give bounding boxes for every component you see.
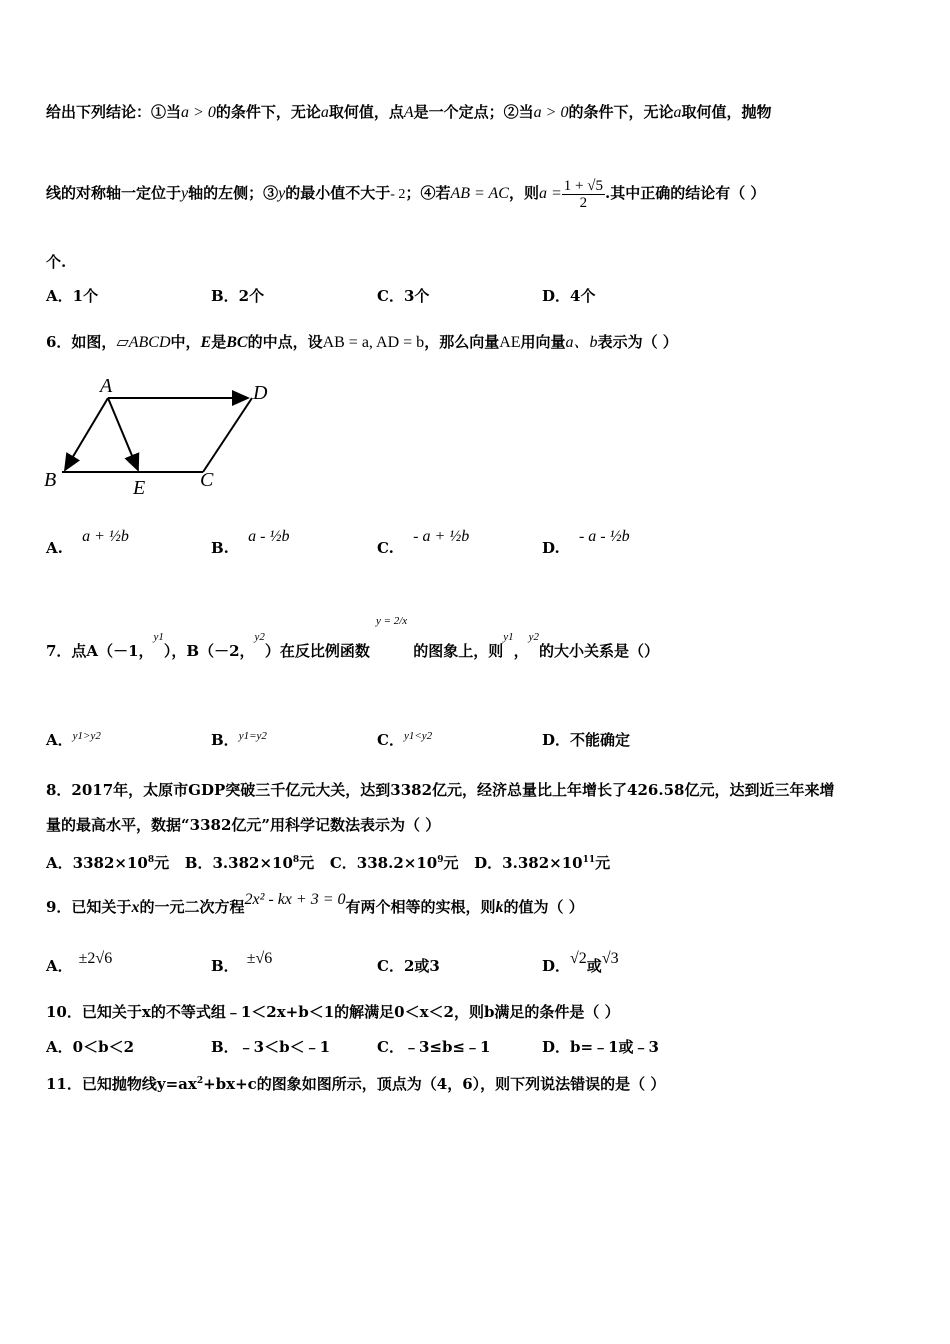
q6-stem: 6．如图，▱ABCD中，E是BC的中点，设AB = a, AD = b，那么向量AE用向量a、b表示为（ ） xyxy=(46,333,678,351)
q7-option-d[interactable]: D．不能确定 xyxy=(542,731,631,749)
parallelogram-figure xyxy=(40,372,280,502)
q5-option-c[interactable]: C．3个 xyxy=(377,287,430,305)
label-a: A xyxy=(100,375,113,397)
q5-conclusions-line1: 给出下列结论：①当a > 0的条件下，无论a取何值，点A是一个定点；②当a > 0的条件下，无论a取何值，抛物 xyxy=(46,103,772,121)
golden-ratio-fraction: $\frac{1 + √5}{2}$ xyxy=(563,177,603,211)
q9-option-d[interactable]: D．√2或√3 xyxy=(542,950,619,975)
q8-line2: 量的最高水平，数据“3382亿元”用科学记数法表示为（ ） xyxy=(46,816,441,834)
q5-line3: 个. xyxy=(46,253,67,271)
q5-option-b[interactable]: B．2个 xyxy=(211,287,265,305)
q6-option-b[interactable]: B. a - ½b xyxy=(211,528,290,557)
q7-option-b[interactable]: B．$^{y1=y2}$ xyxy=(211,730,267,749)
q8-option-b[interactable]: B．$3.382\times 10^8$元 xyxy=(184,854,315,872)
vector-ab xyxy=(65,398,108,470)
q8-option-d[interactable]: D．$3.382\times 10^{11}$元 xyxy=(474,854,611,872)
q5-option-a[interactable]: A．1个 xyxy=(46,287,99,305)
segment-cd xyxy=(203,398,252,472)
q7-stem: 7．点A（－1，$^{y1}$），B（－2，$^{y2}$）在反比例函数$^{y = 2/x}$的图象上，则$^{y1}$，$^{y2}$的大小关系是（） xyxy=(46,615,660,660)
q9-stem: 9．已知关于x的一元二次方程2x² - kx + 3 = 0有两个相等的实根，则k的值为（ ） xyxy=(46,891,584,916)
q6-option-c[interactable]: C. - a + ½b xyxy=(377,528,470,557)
q8-option-c[interactable]: C．$338.2\times 10^9$元 xyxy=(329,854,459,872)
q10-option-a[interactable]: A．0＜b＜2 xyxy=(46,1038,135,1056)
label-b: B xyxy=(44,469,57,491)
q7-option-a[interactable]: A．$^{y1>y2}$ xyxy=(46,730,101,749)
q9-option-c[interactable]: C．2或3 xyxy=(377,957,440,975)
q10-option-c[interactable]: C．﹣3≤b≤﹣1 xyxy=(377,1038,491,1056)
q10-option-b[interactable]: B．﹣3＜b＜﹣1 xyxy=(211,1038,331,1056)
q8-options xyxy=(46,850,610,873)
q10-stem: 10．已知关于x的不等式组﹣1＜2x+b＜1的解满足0＜x＜2，则b满足的条件是（ ） xyxy=(46,1003,620,1021)
q9-option-a[interactable]: A． ±2√6 xyxy=(46,950,113,975)
q6-option-a[interactable]: A. a + ½b xyxy=(46,528,129,557)
q6-option-d[interactable]: D. - a - ½b xyxy=(542,528,630,557)
q7-option-c[interactable]: C．$^{y1<y2}$ xyxy=(377,730,433,749)
q5-conclusions-line2: 线的对称轴一定位于y轴的左侧；③y的最小值不大于- 2；④若AB = AC，则a = $\frac{1 + √5}{2}$ .其中正确的结论有（ ） xyxy=(46,177,766,211)
label-d: D xyxy=(253,382,268,404)
q5-option-d[interactable]: D．4个 xyxy=(542,287,596,305)
q11-stem: 11．已知抛物线$y=ax^2+bx+c$的图象如图所示，顶点为（4，6），则下列说法错误的是（ ） xyxy=(46,1075,666,1093)
vector-ae xyxy=(108,398,138,470)
q9-option-b[interactable]: B． ±√6 xyxy=(211,950,273,975)
q8-line1: 8．2017年，太原市GDP突破三千亿元大关，达到3382亿元，经济总量比上年增长了426.58亿元，达到近三年来增 xyxy=(46,781,835,799)
label-c: C xyxy=(200,469,214,491)
label-e: E xyxy=(133,477,146,499)
q10-option-d[interactable]: D．b=﹣1或﹣3 xyxy=(542,1038,659,1056)
q8-option-a[interactable]: A．$3382\times 10^8$元 xyxy=(46,854,170,872)
